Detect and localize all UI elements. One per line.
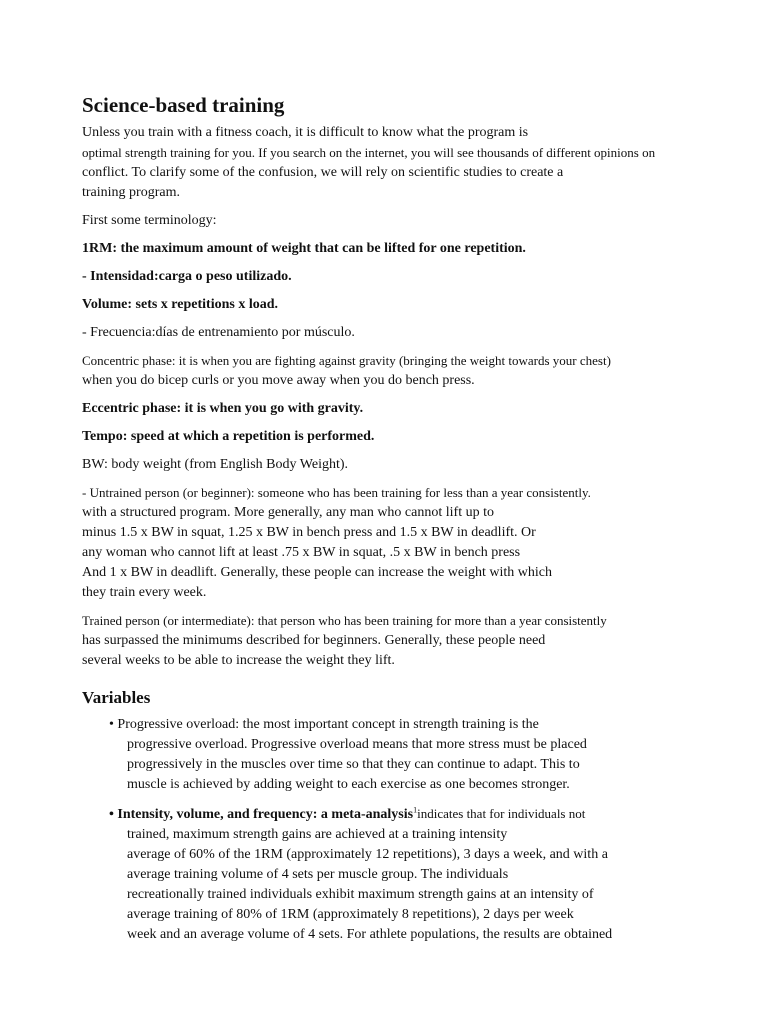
term-text: - Intensidad:carga o peso utilizado.: [82, 269, 292, 284]
bullet-line: muscle is achieved by adding weight to each exercise as one becomes stronger.: [127, 777, 570, 792]
trained-line: has surpassed the minimums described for beginners. Generally, these people need: [82, 633, 546, 648]
term-frecuencia: [82, 323, 722, 343]
term-text: - Frecuencia:días de entrenamiento por músculo.: [82, 325, 355, 340]
bullet-line: progressive overload. Progressive overload means that more stress must be placed: [127, 737, 587, 752]
trained-line: several weeks to be able to increase the weight they lift.: [82, 653, 395, 668]
untrained-line: minus 1.5 x BW in squat, 1.25 x BW in bench press and 1.5 x BW in deadlift. Or: [82, 525, 536, 540]
bullet-line: recreationally trained individuals exhibit maximum strength gains at an intensity of: [127, 887, 594, 902]
term-1rm: [82, 239, 722, 259]
intro-line: training program.: [82, 185, 180, 200]
tempo-text: Tempo: speed at which a repetition is performed.: [82, 429, 375, 444]
tempo-paragraph: [82, 427, 722, 447]
untrained-line: - Untrained person (or beginner): someone who has been training for less than a year consistently.: [82, 485, 591, 500]
bullet-line: progressively in the muscles over time so that they can continue to adapt. This to: [127, 757, 580, 772]
list-item: [109, 715, 722, 795]
footnote-marker[interactable]: 1: [413, 805, 418, 815]
document-page: [82, 92, 722, 954]
eccentric-text: Eccentric phase: it is when you go with gravity.: [82, 401, 364, 416]
untrained-line: And 1 x BW in deadlift. Generally, these people can increase the weight with which: [82, 565, 553, 580]
intro-line: optimal strength training for you. If you search on the internet, you will see thousands of different opinions on: [82, 145, 656, 160]
bullet-lead-rest: indicates that for individuals not: [417, 806, 586, 821]
concentric-line: Concentric phase: it is when you are fighting against gravity (bringing the weight towards your chest): [82, 353, 611, 368]
bullet-lead-bold: • Intensity, volume, and frequency: a meta-analysis: [109, 807, 414, 822]
variables-heading: Variables: [82, 688, 151, 707]
terminology-intro-text: First some terminology:: [82, 213, 217, 228]
intro-line: Unless you train with a fitness coach, it is difficult to know what the program is: [82, 125, 529, 140]
bullet-line: week and an average volume of 4 sets. For athlete populations, the results are obtained: [127, 927, 613, 942]
bullet-line: average of 60% of the 1RM (approximately 12 repetitions), 3 days a week, and with a: [127, 847, 608, 862]
term-intensidad: [82, 267, 722, 287]
bullet-first-line: • Progressive overload: the most important concept in strength training is the: [109, 717, 539, 732]
term-text: Volume: sets x repetitions x load.: [82, 297, 278, 312]
eccentric-paragraph: [82, 399, 722, 419]
untrained-line: any woman who cannot lift at least .75 x BW in squat, .5 x BW in bench press: [82, 545, 521, 560]
bullet-line: average training volume of 4 sets per muscle group. The individuals: [127, 867, 509, 882]
untrained-paragraph: [82, 483, 722, 603]
concentric-paragraph: [82, 351, 722, 391]
term-text: 1RM: the maximum amount of weight that can be lifted for one repetition.: [82, 241, 526, 256]
bullet-first-line: [109, 804, 722, 825]
terminology-intro: [82, 211, 722, 231]
intro-paragraph: [82, 123, 722, 203]
untrained-line: they train every week.: [82, 585, 207, 600]
untrained-line: with a structured program. More generally, any man who cannot lift up to: [82, 505, 494, 520]
trained-line: Trained person (or intermediate): that person who has been training for more than a year consistently: [82, 613, 607, 628]
term-volume: [82, 295, 722, 315]
intro-line: conflict. To clarify some of the confusion, we will rely on scientific studies to create a: [82, 165, 564, 180]
page-title: Science-based training: [82, 93, 285, 117]
bullet-line: trained, maximum strength gains are achieved at a training intensity: [127, 827, 508, 842]
bw-text: BW: body weight (from English Body Weight).: [82, 457, 349, 472]
variables-list: [82, 715, 722, 945]
concentric-line: when you do bicep curls or you move away when you do bench press.: [82, 373, 475, 388]
bw-paragraph: [82, 455, 722, 475]
trained-paragraph: [82, 611, 722, 671]
bullet-line: average training of 80% of 1RM (approximately 8 repetitions), 2 days per week: [127, 907, 574, 922]
list-item: [109, 804, 722, 945]
